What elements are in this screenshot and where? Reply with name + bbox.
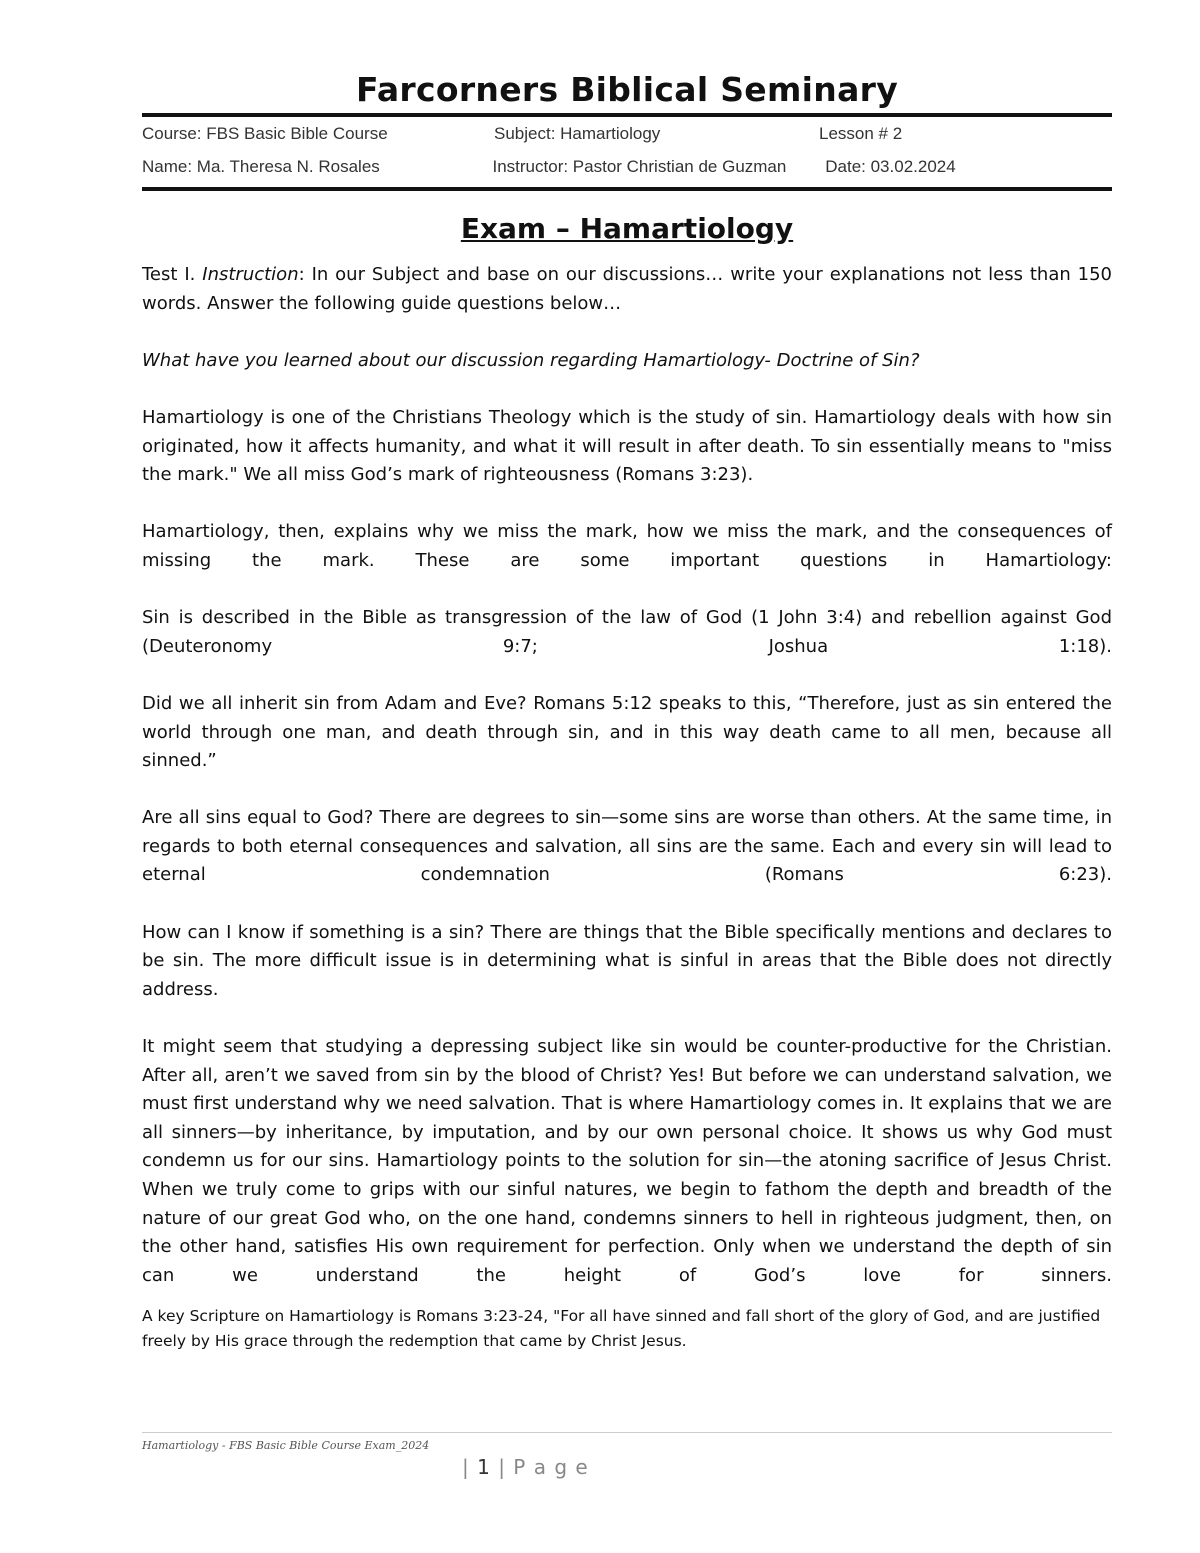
date-field: Date: 03.02.2024	[825, 156, 956, 176]
guide-question: What have you learned about our discussion regarding Hamartiology- Doctrine of Sin?	[142, 349, 920, 371]
key-scripture-paragraph: A key Scripture on Hamartiology is Romans 3:23-24, "For all have sinned and fall short of the glory of God, and are justified freely by His grace through the redemption that came by Christ Jesus.	[142, 1307, 1101, 1351]
exam-body	[142, 261, 1112, 1354]
test-label: Test I.	[142, 264, 203, 285]
lesson-field: Lesson # 2	[819, 123, 903, 143]
answer-paragraph-3: Sin is described in the Bible as transgression of the law of God (1 John 3:4) and rebellion against God (Deuteronomy 9:7; Joshua 1:18).	[142, 607, 1112, 657]
answer-paragraph-5: Are all sins equal to God? There are degrees to sin—some sins are worse than others. At the same time, in regards to both eternal consequences and salvation, all sins are the same. Each and every sin will lead to eternal condemnation (Romans 6:23).	[142, 807, 1112, 886]
instructor-field: Instructor: Pastor Christian de Guzman	[492, 156, 787, 176]
seminary-title: Farcorners Biblical Seminary	[355, 70, 899, 109]
page-suffix: | P a g e	[490, 1455, 589, 1479]
exam-title: Exam – Hamartiology	[460, 212, 794, 245]
page-prefix: |	[462, 1455, 478, 1479]
answer-paragraph-4: Did we all inherit sin from Adam and Eve? Romans 5:12 speaks to this, “Therefore, just as sin entered the world through one man, and death through sin, and in this way death came to all men, because all sinned.”	[142, 692, 1112, 772]
footer-note: Hamartiology - FBS Basic Bible Course Exam_2024	[142, 1439, 430, 1452]
document-page	[142, 70, 1112, 1383]
course-field: Course: FBS Basic Bible Course	[142, 123, 388, 143]
answer-paragraph-6: How can I know if something is a sin? There are things that the Bible specifically mentions and declares to be sin. The more difficult issue is in determining what is sinful in areas that the Bible does not directly address.	[142, 921, 1112, 1000]
subject-field: Subject: Hamartiology	[494, 123, 661, 143]
page-number	[462, 1455, 589, 1479]
instruction-label: Instruction	[202, 264, 299, 285]
answer-paragraph-7: It might seem that studying a depressing subject like sin would be counter-productive for the Christian. After all, aren’t we saved from sin by the blood of Christ? Yes! But before we can understand salvation, we must first understand why we need salvation. That is where Hamartiology comes in. It explains that we are all sinners—by inheritance, by imputation, and by our own personal choice. It shows us why God must condemn us for our sins. Hamartiology points to the solution for sin—the atoning sacrifice of Jesus Christ. When we truly come to grips with our sinful natures, we begin to fathom the depth and breadth of the nature of our great God who, on the one hand, condemns sinners to hell in righteous judgment, then, on the other hand, satisfies His own requirement for perfection. Only when we understand the depth of sin can we understand the height of God’s love for sinners.	[142, 1036, 1112, 1286]
header-bottom-rule	[142, 187, 1112, 191]
answer-paragraph-1: Hamartiology is one of the Christians Theology which is the study of sin. Hamartiology deals with how sin originated, how it affects humanity, and what it will result in after death. To sin essentially means to "miss the mark." We all miss God’s mark of righteousness (Romans 3:23).	[142, 406, 1112, 486]
answer-paragraph-2: Hamartiology, then, explains why we miss the mark, how we miss the mark, and the consequences of missing the mark. These are some important questions in Hamartiology:	[142, 521, 1112, 571]
header-info-row-1	[142, 117, 1112, 150]
header-info-row-2	[142, 150, 1112, 183]
page-number-value: 1	[477, 1455, 491, 1479]
instruction-paragraph	[142, 261, 1112, 318]
student-name-field: Name: Ma. Theresa N. Rosales	[142, 156, 380, 176]
footer-rule	[142, 1432, 1112, 1433]
instruction-text: : In our Subject and base on our discussions… write your explanations not less than 150 words. Answer the following guide questions below…	[142, 264, 1113, 314]
